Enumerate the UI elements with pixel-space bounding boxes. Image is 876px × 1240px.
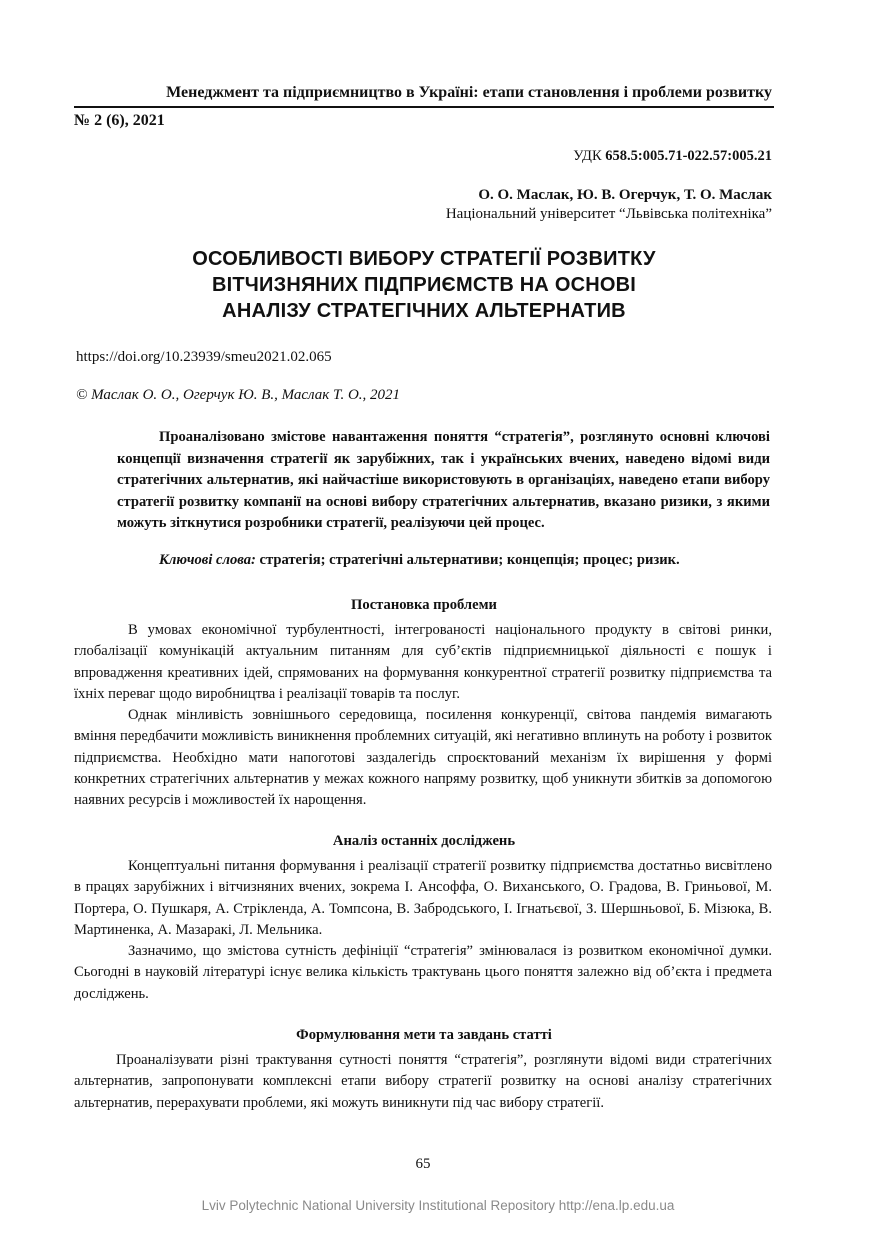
paragraph: В умовах економічної турбулентності, інтегрованості національного продукту в світові ринки, глобалізації комунікацій актуальним питанням для суб’єктів підприємницької діяльності є пошук і впровадження креативних ідей, спрямованих на формування конкурентної стратегії розвитку підприємства та їхніх переваг щодо виробництва і реалізації товарів та послуг. (74, 622, 772, 702)
keywords-label: Ключові слова: (159, 552, 256, 568)
keywords (117, 550, 770, 571)
udc-code (573, 148, 772, 165)
running-header (74, 82, 774, 132)
affiliation: Національний університет “Львівська політехніка” (445, 206, 772, 222)
title-line-1: ОСОБЛИВОСТІ ВИБОРУ СТРАТЕГІЇ РОЗВИТКУ (192, 248, 656, 270)
section-heading-research: Аналіз останніх досліджень (332, 833, 516, 849)
abstract: Проаналізовано змістове навантаження поняття “стратегія”, розглянуто основні ключові концепції визначення стратегії як зарубіжних, так і українських вчених, наведено відомі види стратегічних альтернатив, які найчастіше використовують в організаціях, наведено етапи вибору стратегії розвитку компанії на основі вибору стратегічних альтернатив, вказано ризики, з якими можуть зіткнутися розробники стратегії, реалізуючи цей процес. (117, 429, 770, 531)
header-rule (74, 106, 774, 108)
journal-title: Менеджмент та підприємництво в Україні: етапи становлення і проблеми розвитку (166, 84, 772, 101)
paragraph: Однак мінливість зовнішнього середовища, посилення конкуренції, світова пандемія вимагають вміння передбачити можливість виникнення проблемних ситуацій, які негативно вплинуть на роботу і розвиток підприємства. Необхідно мати напоготові заздалегідь спроєктований механізм їх вирішення у формі конкретних стратегічних альтернатив у межах кожного напряму розвитку, щоб уникнути збитків за допомогою наявних ресурсів і можливостей їх нарощення. (74, 707, 772, 809)
repository-footer: Lviv Polytechnic National University Institutional Repository http://ena.lp.edu.ua (201, 1198, 675, 1213)
authors: О. О. Маслак, Ю. В. Огерчук, Т. О. Маслак (478, 187, 772, 203)
paragraph: Концептуальні питання формування і реалізації стратегії розвитку підприємства достатньо висвітлено в працях зарубіжних і вітчизняних вчених, зокрема І. Ансоффа, О. Виханського, О. Градова, В. Гриньової, М. Портера, О. Пушкаря, А. Стрікленда, А. Томпсона, В. Забродського, І. Ігнатьєвої, З. Шершньової, Б. Мізюка, В. Мартиненка, А. Мазаракі, Л. Мельника. (74, 858, 772, 938)
paragraph: Зазначимо, що змістова сутність дефініції “стратегія” змінювалася із розвитком економічної думки. Сьогодні в науковій літературі існує велика кількість трактувань цього поняття залежно від об’єкта і предмета досліджень. (74, 943, 772, 1002)
paragraph: Проаналізувати різні трактування сутності поняття “стратегія”, розглянути відомі види стратегічних альтернатив, запропонувати комплексні етапи вибору стратегії розвитку на основі аналізу стратегічних альтернатив, перерахувати проблеми, які можуть виникнути під час вибору стратегії. (74, 1052, 772, 1111)
issue-number: № 2 (6), 2021 (74, 112, 165, 129)
keywords-text: стратегія; стратегічні альтернативи; концепція; процес; ризик. (259, 552, 680, 568)
section-heading-problem: Постановка проблеми (351, 597, 497, 613)
copyright: © Маслак О. О., Огерчук Ю. В., Маслак Т. О., 2021 (76, 387, 401, 403)
udc-label: УДК (573, 148, 602, 164)
title-line-2: ВІТЧИЗНЯНИХ ПІДПРИЄМСТВ НА ОСНОВІ (211, 274, 637, 296)
udc-value: 658.5:005.71-022.57:005.21 (605, 148, 772, 164)
page-number: 65 (415, 1156, 431, 1172)
article-title (74, 246, 774, 324)
doi-link[interactable]: https://doi.org/10.23939/smeu2021.02.065 (76, 349, 332, 365)
title-line-3: АНАЛІЗУ СТРАТЕГІЧНИХ АЛЬТЕРНАТИВ (222, 300, 626, 322)
section-heading-goals: Формулювання мети та завдань статті (296, 1027, 552, 1043)
